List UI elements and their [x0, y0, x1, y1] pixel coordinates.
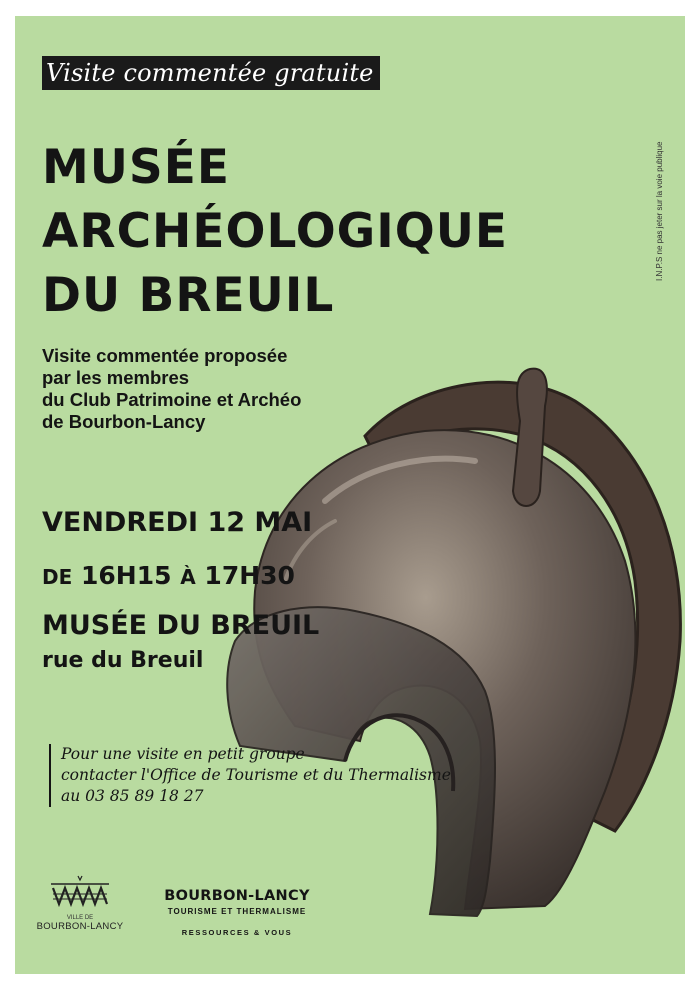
title-line-1: MUSÉE — [42, 140, 230, 195]
event-time — [42, 561, 295, 590]
event-venue: MUSÉE DU BREUIL — [42, 610, 320, 641]
title-line-2: ARCHÉOLOGIQUE — [42, 204, 508, 259]
city-crest-icon — [49, 874, 111, 910]
tourism-logo-name: BOURBON-LANCY — [164, 888, 310, 904]
description-line-2: par les membres — [42, 367, 190, 388]
recycling-notice: I.N.P.S ne pas jeter sur la voie publique — [655, 141, 664, 281]
time-start: 16H15 — [80, 561, 172, 590]
time-end: 17H30 — [204, 561, 295, 590]
note-line-2: contacter l'Office de Tourisme et du Thermalisme — [61, 766, 451, 784]
description-line-3: du Club Patrimoine et Archéo — [42, 389, 302, 410]
note-line-1: Pour une visite en petit groupe — [61, 745, 305, 763]
time-separator: À — [180, 565, 196, 589]
description-line-1: Visite commentée proposée — [42, 345, 288, 366]
ville-logo — [35, 874, 125, 959]
ville-name: BOURBON-LANCY — [36, 921, 124, 932]
event-date: VENDREDI 12 MAI — [42, 507, 313, 538]
free-tour-tag: Visite commentée gratuite — [42, 56, 380, 90]
note-line-3: au 03 85 89 18 27 — [61, 787, 204, 805]
ville-small-label: VILLE DE — [66, 915, 94, 921]
title-line-3: DU BREUIL — [42, 268, 335, 323]
tourism-logo — [157, 888, 317, 937]
museum-title — [42, 136, 508, 328]
event-street: rue du Breuil — [42, 648, 204, 673]
tourism-logo-tagline: RESSOURCES & VOUS — [181, 928, 293, 937]
description-line-4: de Bourbon-Lancy — [42, 411, 206, 432]
poster — [15, 16, 685, 974]
time-prefix: DE — [42, 565, 73, 589]
tourism-logo-subtitle: TOURISME ET THERMALISME — [167, 907, 307, 916]
group-visit-note — [49, 744, 451, 807]
helmet-image — [215, 361, 685, 921]
